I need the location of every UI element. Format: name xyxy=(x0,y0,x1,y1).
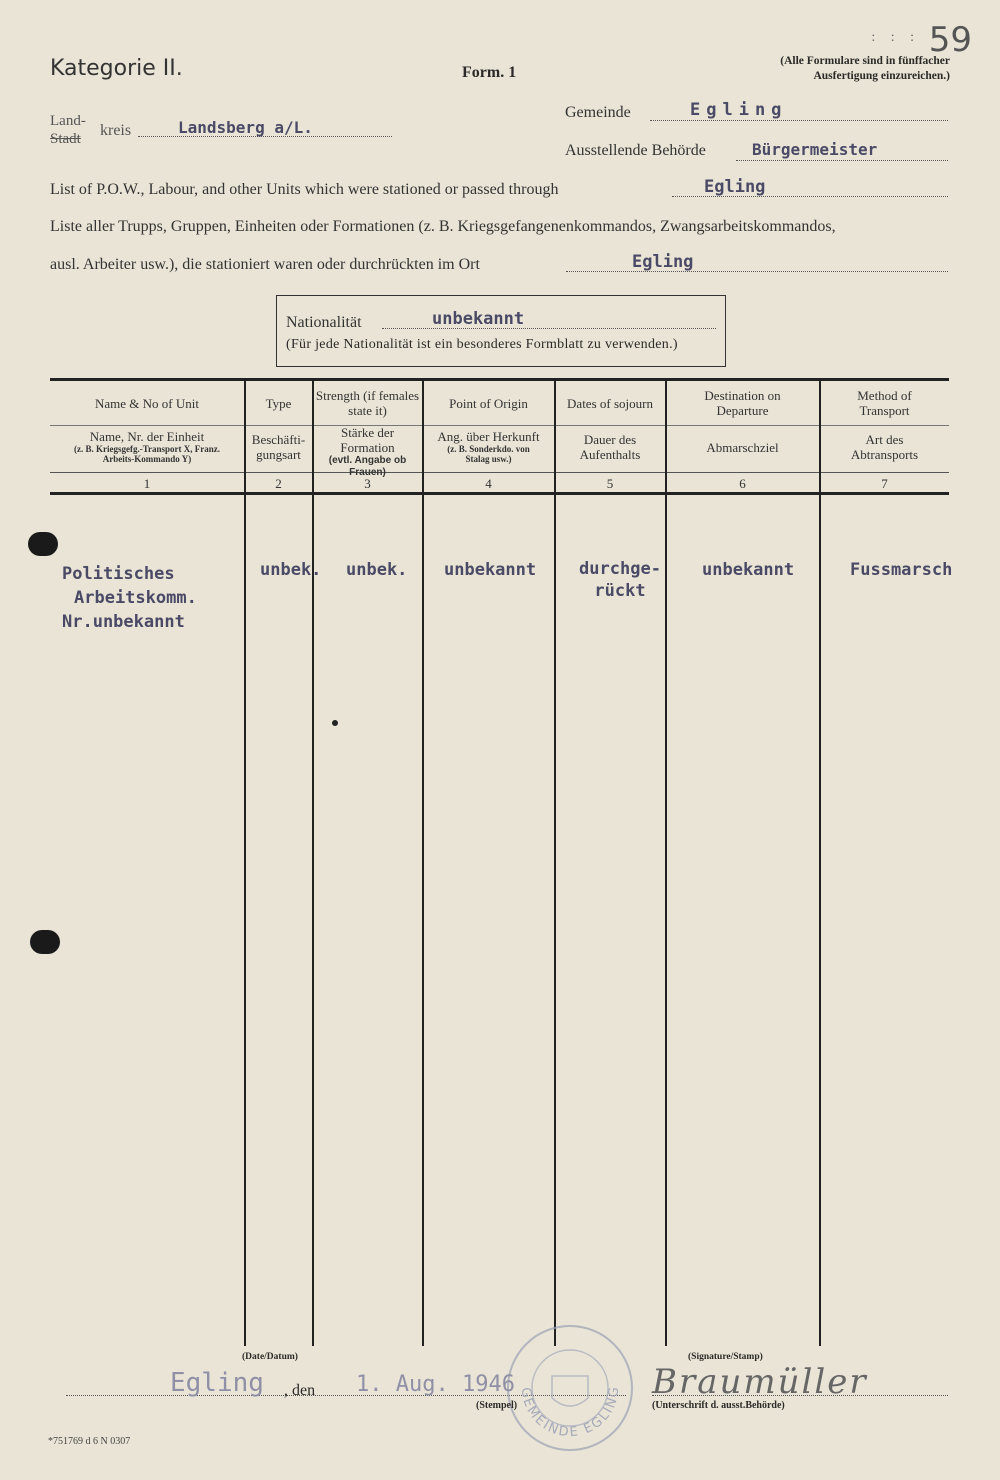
ink-dot xyxy=(332,720,338,726)
col6-header-en xyxy=(666,388,819,418)
print-code: *751769 d 6 N 0307 xyxy=(48,1436,131,1447)
den-label: , den xyxy=(284,1382,316,1399)
col3-header-de-note: (evtl. Angabe ob Frauen) xyxy=(328,455,407,478)
gemeinde-value: Egling xyxy=(690,100,788,120)
col5-header-de xyxy=(555,432,665,462)
table-number-divider xyxy=(50,472,949,473)
col5-number: 5 xyxy=(606,476,614,491)
copies-note-line-1: (Alle Formulare sind in fünffacher xyxy=(780,55,950,67)
land-label: Land- xyxy=(50,113,86,129)
unterschrift-caption: (Unterschrift d. ausst.Behörde) xyxy=(652,1400,785,1411)
col2-number: 2 xyxy=(275,476,282,491)
kreis-label: kreis xyxy=(100,122,132,139)
place-stamp: Egling xyxy=(170,1368,264,1398)
copies-note-line-2: Ausfertigung einzureichen.) xyxy=(813,70,950,82)
col7-number: 7 xyxy=(881,476,888,491)
row-transport: Fussmarsch xyxy=(850,560,953,580)
ort-field-line xyxy=(566,255,948,272)
nationality-label: Nationalität xyxy=(286,314,362,331)
row-dates xyxy=(568,558,672,602)
col1-header-en: Name & No of Unit xyxy=(95,396,199,411)
row-destination: unbekannt xyxy=(702,560,795,580)
row-unit-name-line-1: Politisches xyxy=(62,564,175,584)
behoerde-label: Ausstellende Behörde xyxy=(565,142,706,159)
svg-text:GEMEINDE EGLING xyxy=(518,1385,623,1441)
municipal-seal-stamp xyxy=(500,1318,640,1458)
row-dates-line-1: durchge- xyxy=(579,559,661,579)
seal-text: GEMEINDE EGLING xyxy=(517,1384,623,1441)
row-unit-name xyxy=(62,562,242,634)
nationality-note: (Für jede Nationalität ist ein besonderes Formblatt zu verwenden.) xyxy=(286,337,678,352)
row-dates-line-2: rückt xyxy=(594,581,646,601)
kreis-value: Landsberg a/L. xyxy=(178,118,313,137)
col5-header-de-main: Dauer des Aufenthalts xyxy=(579,432,641,462)
page-number: 59 xyxy=(928,20,972,60)
row-unit-name-line-3: Nr.unbekannt xyxy=(62,612,185,632)
behoerde-value: Bürgermeister xyxy=(752,140,878,159)
gemeinde-label: Gemeinde xyxy=(565,104,631,121)
col2-header-de: Beschäfti-gungsart xyxy=(251,432,306,462)
ort-value: Egling xyxy=(632,252,694,272)
date-caption: (Date/Datum) xyxy=(242,1352,298,1362)
stadt-label: Stadt xyxy=(50,131,81,147)
col7-header-de xyxy=(820,432,949,462)
stempel-caption: (Stempel) xyxy=(476,1400,518,1411)
punch-hole-bottom xyxy=(30,930,60,954)
table-body-rule xyxy=(50,492,949,495)
page-marks: : : : xyxy=(871,30,920,45)
col4-header-de xyxy=(423,429,554,464)
row-type: unbek. xyxy=(260,560,322,580)
column-divider-4 xyxy=(554,380,556,1346)
column-divider-3 xyxy=(422,380,424,1346)
col3-header-en: Strength (if females state it) xyxy=(315,388,420,418)
col2-header-en: Type xyxy=(265,396,292,411)
row-unit-name-line-2: Arbeitskomm. xyxy=(74,588,197,608)
land-stadt-label xyxy=(50,112,86,148)
col3-header-de-main: Stärke der Formation xyxy=(340,425,395,455)
column-divider-5 xyxy=(665,380,667,1346)
list-german-line-2: ausl. Arbeiter usw.), die stationiert waren oder durchrückten im Ort xyxy=(50,256,480,273)
column-divider-1 xyxy=(244,380,246,1346)
list-english-label: List of P.O.W., Labour, and other Units which were stationed or passed through xyxy=(50,181,559,198)
col1-header-de-note: (z. B. Kriegsgefg.-Transport X, Franz. Arbeits-Kommando Y) xyxy=(73,444,221,464)
list-english-value: Egling xyxy=(704,177,766,197)
col7-header-en-text: Method of Transport xyxy=(857,388,912,418)
col4-header-en: Point of Origin xyxy=(449,396,528,411)
col6-header-en-text: Destination on Departure xyxy=(704,388,781,418)
copies-note xyxy=(680,54,950,84)
col6-number: 6 xyxy=(739,476,746,491)
list-german-line-1: Liste aller Trupps, Gruppen, Einheiten oder Formationen (z. B. Kriegsgefangenenkommandos, Zwangsarbeitskommandos, xyxy=(50,218,836,235)
punch-hole-top xyxy=(28,532,58,556)
row-strength: unbek. xyxy=(346,560,408,580)
col4-number: 4 xyxy=(485,476,492,491)
col4-header-de-note: (z. B. Sonderkdo. von Stalag usw.) xyxy=(447,444,530,464)
kategorie-title: Kategorie II. xyxy=(50,56,183,81)
table-header-divider xyxy=(50,425,949,426)
column-divider-6 xyxy=(819,380,821,1346)
handwritten-signature: Braumüller xyxy=(652,1362,868,1402)
col3-header-de xyxy=(313,425,422,479)
col7-header-de-text: Art des Abtransports xyxy=(850,432,919,462)
col1-number: 1 xyxy=(143,476,151,491)
nationality-value: unbekannt xyxy=(432,309,525,329)
col3-number: 3 xyxy=(364,476,371,491)
col5-header-en: Dates of sojourn xyxy=(567,396,653,411)
col7-header-en xyxy=(820,388,949,418)
col4-header-de-main: Ang. über Herkunft xyxy=(437,429,540,444)
col6-header-de: Abmarschziel xyxy=(706,440,779,455)
column-divider-2 xyxy=(312,380,314,1346)
units-table xyxy=(50,378,953,1346)
col1-header-de-main: Name, Nr. der Einheit xyxy=(89,429,205,444)
signature-caption: (Signature/Stamp) xyxy=(688,1352,763,1362)
date-stamp: 1. Aug. 1946 xyxy=(356,1372,515,1397)
row-origin: unbekannt xyxy=(444,560,537,580)
table-top-rule xyxy=(50,378,949,381)
form-label: Form. 1 xyxy=(462,64,517,81)
col1-header-de xyxy=(50,429,244,464)
